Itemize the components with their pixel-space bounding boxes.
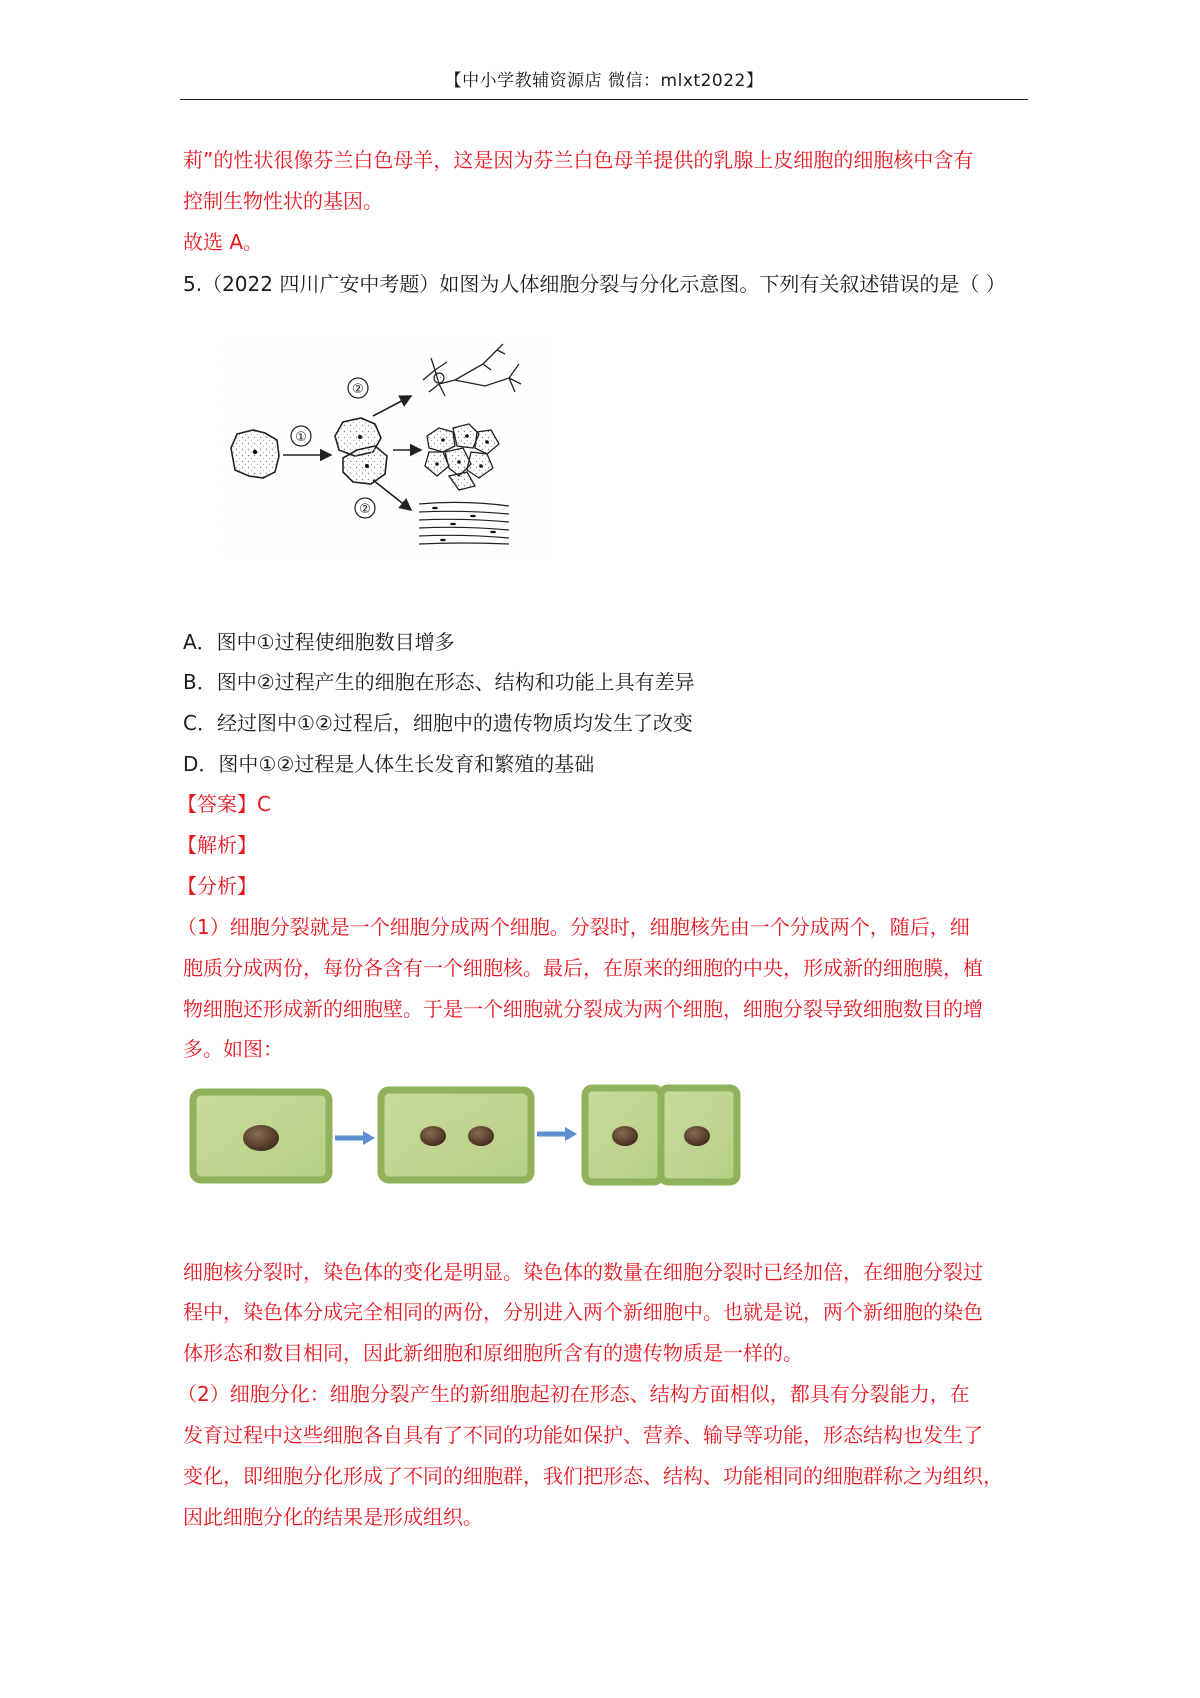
epithelial-nucleus [441, 438, 445, 442]
option-d: D．图中①②过程是人体生长发育和繁殖的基础 [183, 752, 595, 776]
plant-cell-1-nucleus [243, 1125, 279, 1151]
option-b: B．图中②过程产生的细胞在形态、结构和功能上具有差异 [183, 670, 695, 694]
plant-cell-2 [381, 1090, 531, 1180]
step2-bottom-label: ② [359, 502, 371, 517]
answer-line [177, 790, 271, 818]
figure1-svg [223, 340, 553, 558]
option-c: C．经过图中①②过程后，细胞中的遗传物质均发生了改变 [183, 711, 693, 735]
analysis-label: 【解析】 [177, 833, 257, 857]
arrow-2-head [565, 1127, 577, 1141]
prev-answer-line-2: 控制生物性状的基因。 [183, 189, 383, 213]
header-divider [180, 99, 1028, 100]
plant-cell-3-nucleus-left [612, 1126, 638, 1146]
answer-label: 【答案】 [177, 792, 257, 816]
para1-line-2: 胞质分成两份，每份各含有一个细胞核。最后，在原来的细胞的中央，形成新的细胞膜，植 [183, 956, 983, 980]
original-cell-nucleus [253, 450, 257, 454]
cell-division-differentiation-figure [223, 340, 553, 558]
answer-value: C [257, 792, 271, 816]
divided-cell-top-nucleus [358, 435, 362, 439]
para3-line-3: 变化，即细胞分化形成了不同的细胞群，我们把形态、结构、功能相同的细胞群称之为组织， [183, 1464, 1003, 1488]
plant-cell-2-nucleus-right [468, 1126, 494, 1146]
option-a: A．图中①过程使细胞数目增多 [183, 630, 455, 654]
plant-cell-2-nucleus-left [420, 1126, 446, 1146]
prev-answer-choice: 故选 A。 [183, 230, 264, 254]
para1-line-4: 多。如图： [183, 1037, 283, 1061]
question-stem: 5.（2022 四川广安中考题）如图为人体细胞分裂与分化示意图。下列有关叙述错误的是（ ） [183, 272, 1006, 296]
para1-line-3: 物细胞还形成新的细胞壁。于是一个细胞就分裂成为两个细胞，细胞分裂导致细胞数目的增 [183, 997, 983, 1021]
step1-label: ① [295, 430, 307, 445]
para1-line-1: （1）细胞分裂就是一个细胞分成两个细胞。分裂时，细胞核先由一个分成两个，随后，细 [177, 915, 970, 939]
para3-line-4: 因此细胞分化的结果是形成组织。 [183, 1505, 483, 1529]
para2-line-1: 细胞核分裂时，染色体的变化是明显。染色体的数量在细胞分裂时已经加倍，在细胞分裂过 [183, 1260, 983, 1284]
para2-line-3: 体形态和数目相同，因此新细胞和原细胞所含有的遗传物质是一样的。 [183, 1341, 803, 1365]
para3-line-1: （2）细胞分化：细胞分裂产生的新细胞起初在形态、结构方面相似，都具有分裂能力，在 [177, 1382, 970, 1406]
plant-cell-division-figure [185, 1078, 765, 1194]
page-header: 【中小学教辅资源店 微信：mlxt2022】 [444, 71, 764, 91]
epithelial-nucleus [479, 464, 483, 468]
divided-cell-bottom-nucleus [365, 464, 369, 468]
plant-cell-3-nucleus-right [684, 1126, 710, 1146]
para3-line-2: 发育过程中这些细胞各自具有了不同的功能如保护、营养、输导等功能，形态结构也发生了 [183, 1423, 983, 1447]
prev-answer-line-1: 莉”的性状很像芬兰白色母羊，这是因为芬兰白色母羊提供的乳腺上皮细胞的细胞核中含有 [183, 148, 974, 172]
epithelial-nucleus [465, 434, 469, 438]
figure2-svg [185, 1078, 765, 1194]
step2-top-label: ② [352, 382, 364, 397]
arrow-1-head [363, 1131, 375, 1145]
fenxi-label: 【分析】 [177, 874, 257, 898]
para2-line-2: 程中，染色体分成完全相同的两份，分别进入两个新细胞中。也就是说，两个新细胞的染色 [183, 1300, 983, 1324]
nerve-cell-body [434, 373, 444, 383]
epithelial-nucleus [435, 462, 439, 466]
epithelial-nucleus [485, 440, 489, 444]
epithelial-nucleus [457, 460, 461, 464]
